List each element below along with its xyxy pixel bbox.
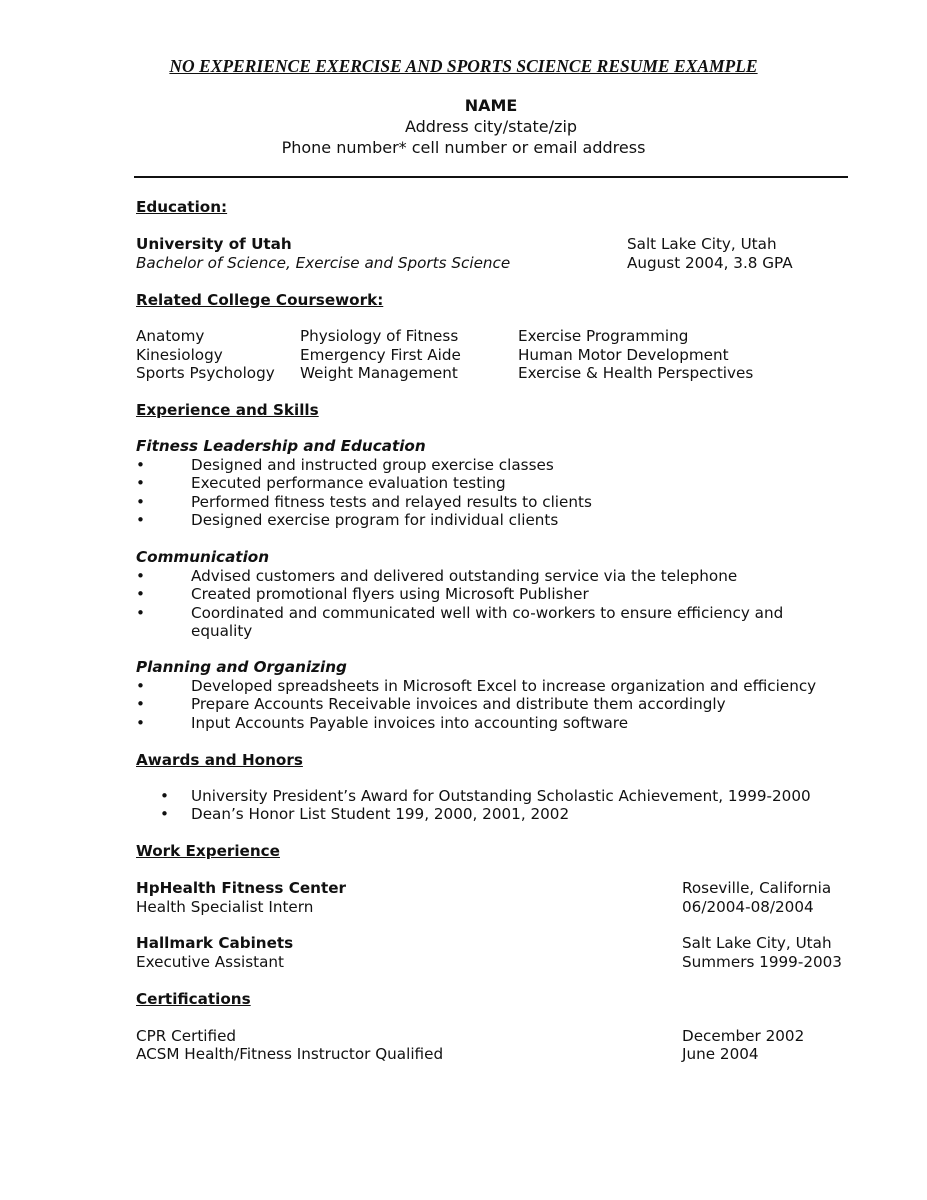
course-item: Human Motor Development xyxy=(518,346,729,364)
certification-name: CPR Certified xyxy=(136,1027,237,1045)
education-degree: Bachelor of Science, Exercise and Sports Science xyxy=(136,254,511,272)
bullet-icon: • xyxy=(160,805,169,824)
certifications-heading: Certifications xyxy=(136,990,251,1008)
skill-group-title: Communication xyxy=(136,548,270,566)
course-item: Anatomy xyxy=(136,327,205,345)
job-title: Executive Assistant xyxy=(136,953,284,971)
bullet-icon: • xyxy=(136,585,145,604)
course-item: Sports Psychology xyxy=(136,364,275,382)
course-item: Kinesiology xyxy=(136,346,223,364)
certification-name: ACSM Health/Fitness Instructor Qualified xyxy=(136,1045,444,1063)
job-employer: Hallmark Cabinets xyxy=(136,934,294,952)
course-item: Exercise Programming xyxy=(518,327,689,345)
job-location: Salt Lake City, Utah xyxy=(682,934,832,952)
job-employer: HpHealth Fitness Center xyxy=(136,879,347,897)
bullet-icon: • xyxy=(136,603,145,622)
job-dates: 06/2004-08/2004 xyxy=(682,898,814,916)
bullet-icon: • xyxy=(136,567,145,585)
education-date-gpa: August 2004, 3.8 GPA xyxy=(627,254,793,272)
education-heading: Education: xyxy=(136,198,228,216)
bullet-icon: • xyxy=(136,492,145,511)
certification-date: June 2004 xyxy=(682,1045,759,1063)
education-school: University of Utah xyxy=(136,235,292,253)
bullet-icon: • xyxy=(136,695,145,714)
job-title: Health Specialist Intern xyxy=(136,898,314,916)
applicant-contact: Phone number* cell number or email address xyxy=(281,138,646,157)
course-item: Exercise & Health Perspectives xyxy=(518,364,754,382)
document-title: NO EXPERIENCE EXERCISE AND SPORTS SCIENCE RESUME EXAMPLE xyxy=(169,56,758,76)
work-heading: Work Experience xyxy=(136,842,280,860)
applicant-address: Address city/state/zip xyxy=(404,117,578,136)
bullet-icon: • xyxy=(136,474,145,493)
job-dates: Summers 1999-2003 xyxy=(682,953,842,971)
course-item: Physiology of Fitness xyxy=(300,327,459,345)
education-location: Salt Lake City, Utah xyxy=(627,235,777,253)
bullet-icon: • xyxy=(160,787,169,805)
course-item: Emergency First Aide xyxy=(300,346,461,364)
job-location: Roseville, California xyxy=(682,879,832,897)
bullet-icon: • xyxy=(136,677,145,695)
bullet-icon: • xyxy=(136,511,145,530)
experience-skills-heading: Experience and Skills xyxy=(136,401,319,419)
skill-group-title: Fitness Leadership and Education xyxy=(136,437,426,455)
awards-heading: Awards and Honors xyxy=(136,751,303,769)
bullet-icon: • xyxy=(136,456,145,474)
coursework-heading: Related College Coursework: xyxy=(136,291,384,309)
skill-group-title: Planning and Organizing xyxy=(136,658,347,676)
header-divider xyxy=(134,176,848,178)
bullet-icon: • xyxy=(136,713,145,732)
course-item: Weight Management xyxy=(300,364,458,382)
applicant-name: NAME xyxy=(464,96,518,115)
certification-date: December 2002 xyxy=(682,1027,805,1045)
